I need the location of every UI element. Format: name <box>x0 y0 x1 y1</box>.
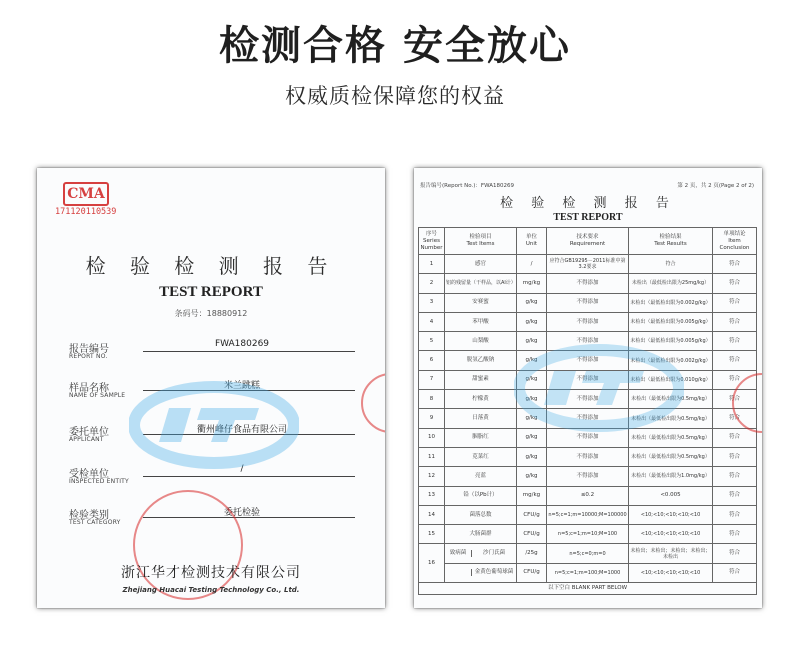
cell-unit: / <box>517 255 547 274</box>
cell-requirement: 应符合GB19295－2011标准中第3.2要求 <box>547 255 629 274</box>
cover-title: 检 验 检 测 报 告 <box>85 254 337 278</box>
cell-unit: mg/kg <box>517 486 547 505</box>
cell-item: 感官 <box>445 255 517 274</box>
cell-number: 11 <box>419 447 445 466</box>
cell-conclusion: 符合 <box>713 544 757 563</box>
cell-requirement: 不得添加 <box>547 370 629 389</box>
cell-conclusion: 符合 <box>713 312 757 331</box>
cell-item: 铝的残留量（干样品，以Al计） <box>445 274 517 293</box>
table-row <box>419 370 757 389</box>
cell-requirement: n=5;c=1;m=100;M=1000 <box>547 563 629 582</box>
cell-result: 未检出（最低检出限为0.5mg/kg） <box>629 390 713 409</box>
cell-item: 胭脂红 <box>445 428 517 447</box>
cma-logo: CMA <box>63 182 109 206</box>
cell-item: 甜蜜素 <box>445 370 517 389</box>
cell-result: 未检出（最低检出限为0.005g/kg） <box>629 332 713 351</box>
cell-result: 符合 <box>629 255 713 274</box>
cell-number: 12 <box>419 467 445 486</box>
cell-unit: /25g <box>517 544 547 563</box>
cell-item <box>445 563 517 582</box>
field-value: / <box>240 464 244 474</box>
cell-requirement: 不得添加 <box>547 293 629 312</box>
field-label-en: NAME OF SAMPLE <box>69 392 126 399</box>
cell-result: 未检出（最低检出限为0.002g/kg） <box>629 293 713 312</box>
cell-number: 1 <box>419 255 445 274</box>
cell-item: 大肠菌群 <box>445 525 517 544</box>
cell-requirement: 不得添加 <box>547 409 629 428</box>
cell-item: 亮蓝 <box>445 467 517 486</box>
company-name: 浙江华才检测技术有限公司 <box>121 565 301 581</box>
cell-conclusion: 符合 <box>713 370 757 389</box>
pathogen-item: 沙门氏菌 <box>471 550 516 557</box>
cell-number: 5 <box>419 332 445 351</box>
table-row <box>419 351 757 370</box>
field-label: 检验类别 <box>69 510 109 521</box>
page-headline: 检测合格 安全放心 <box>219 23 571 69</box>
table-row <box>419 505 757 524</box>
column-header: 检验结果 Test Results <box>629 228 713 255</box>
cell-requirement: 不得添加 <box>547 447 629 466</box>
cell-conclusion: 符合 <box>713 390 757 409</box>
cell-conclusion: 符合 <box>713 351 757 370</box>
cell-unit: g/kg <box>517 332 547 351</box>
field-value: FWA180269 <box>214 339 270 349</box>
pathogen-item: 金黄色葡萄球菌 <box>471 569 516 576</box>
cell-item: 安赛蜜 <box>445 293 517 312</box>
cell-item: 苯甲酸 <box>445 312 517 331</box>
cell-number: 3 <box>419 293 445 312</box>
cell-requirement: n=5;c=0;m=0 <box>547 544 629 563</box>
table-row <box>419 390 757 409</box>
cell-unit: g/kg <box>517 370 547 389</box>
field-inspected-entity <box>69 465 359 491</box>
cma-number: 171120110539 <box>55 207 117 217</box>
field-label-en: APPLICANT <box>69 436 104 443</box>
field-label: 样品名称 <box>69 383 109 394</box>
table-row <box>419 428 757 447</box>
cell-conclusion: 符合 <box>713 447 757 466</box>
table-row <box>419 486 757 505</box>
cell-requirement: 不得添加 <box>547 467 629 486</box>
results-table <box>418 227 757 595</box>
field-label-en: REPORT NO. <box>69 353 108 360</box>
cell-result: 未检出（最低检出限为0.002g/kg） <box>629 351 713 370</box>
cell-result: 未检出（最低检出限为0.005g/kg） <box>629 312 713 331</box>
field-underline <box>143 476 355 477</box>
table-row <box>419 525 757 544</box>
field-label-en: INSPECTED ENTITY <box>69 478 129 485</box>
table-row <box>419 293 757 312</box>
field-label: 报告编号 <box>69 344 109 355</box>
company-name-en: Zhejiang Huacai Testing Technology Co., Ltd. <box>122 586 300 594</box>
field-report-no <box>69 340 359 366</box>
cell-item: 山梨酸 <box>445 332 517 351</box>
cell-number: 9 <box>419 409 445 428</box>
field-label-en: TEST CATEGORY <box>69 519 121 526</box>
results-title-en: TEST REPORT <box>553 212 623 223</box>
cell-result: <10;<10;<10;<10;<10 <box>629 505 713 524</box>
cell-unit: CFU/g <box>517 563 547 582</box>
field-value: 委托检验 <box>223 508 260 518</box>
cell-item: 铅（以Pb计） <box>445 486 517 505</box>
results-title: 检 验 检 测 报 告 <box>500 196 676 211</box>
cell-number: 14 <box>419 505 445 524</box>
table-row <box>419 467 757 486</box>
cell-result: <0.005 <box>629 486 713 505</box>
cell-item: 柠檬黄 <box>445 390 517 409</box>
table-row <box>419 274 757 293</box>
table-footer-row <box>419 583 757 595</box>
report-cover-page <box>37 168 385 608</box>
table-row-pathogen <box>419 544 757 563</box>
results-table-header <box>419 228 757 255</box>
table-row <box>419 409 757 428</box>
table-row <box>419 332 757 351</box>
field-applicant <box>69 423 359 449</box>
field-label: 受检单位 <box>69 469 109 480</box>
column-header: 单项结论 Item Conclusion <box>713 228 757 255</box>
cell-conclusion: 符合 <box>713 409 757 428</box>
field-label: 委托单位 <box>69 427 109 438</box>
blank-part-below: 以下空白 BLANK PART BELOW <box>419 583 757 595</box>
cell-number: 16 <box>419 544 445 583</box>
cell-conclusion: 符合 <box>713 332 757 351</box>
field-underline <box>143 390 355 391</box>
cell-item: 日落黄 <box>445 409 517 428</box>
cell-result: 未检出（最低检出限为0.010g/kg） <box>629 370 713 389</box>
field-underline <box>143 434 355 435</box>
cell-requirement: 不得添加 <box>547 351 629 370</box>
cell-number: 2 <box>419 274 445 293</box>
cell-number: 13 <box>419 486 445 505</box>
cell-result: 未检出（最低检出限为0.5mg/kg） <box>629 409 713 428</box>
barcode-number: 条码号：18880912 <box>174 309 248 318</box>
cell-unit: mg/kg <box>517 274 547 293</box>
cell-requirement: 不得添加 <box>547 390 629 409</box>
cover-title-en: TEST REPORT <box>159 284 263 300</box>
page-subheadline: 权威质检保障您的权益 <box>285 84 505 108</box>
cell-unit: g/kg <box>517 312 547 331</box>
cell-conclusion: 符合 <box>713 505 757 524</box>
table-row-pathogen <box>419 563 757 582</box>
table-row <box>419 255 757 274</box>
cell-unit: g/kg <box>517 409 547 428</box>
report-results-page <box>414 168 762 608</box>
cell-unit: g/kg <box>517 467 547 486</box>
column-header: 序号 Series Number <box>419 228 445 255</box>
table-row <box>419 447 757 466</box>
cell-conclusion: 符合 <box>713 486 757 505</box>
cell-item: 脱氢乙酸钠 <box>445 351 517 370</box>
cell-number: 7 <box>419 370 445 389</box>
column-header: 技术要求 Requirement <box>547 228 629 255</box>
cell-requirement: 不得添加 <box>547 428 629 447</box>
cell-result: 未检出（最低检出限为1.0mg/kg） <box>629 467 713 486</box>
cell-conclusion: 符合 <box>713 428 757 447</box>
cell-result: 未检出（最低检出限为25mg/kg） <box>629 274 713 293</box>
cell-number: 8 <box>419 390 445 409</box>
cell-requirement: n=5;c=1;m=10;M=100 <box>547 525 629 544</box>
page-number-header: 第 2 页，共 2 页(Page 2 of 2) <box>677 183 754 189</box>
pathogen-group-label: 致病菌 <box>449 550 467 557</box>
cell-conclusion: 符合 <box>713 525 757 544</box>
field-underline <box>143 517 355 518</box>
field-test-category <box>69 506 359 532</box>
cell-requirement: ≤0.2 <box>547 486 629 505</box>
cell-unit: g/kg <box>517 390 547 409</box>
cell-conclusion: 符合 <box>713 563 757 582</box>
cell-requirement: 不得添加 <box>547 332 629 351</box>
cell-unit: CFU/g <box>517 505 547 524</box>
table-row <box>419 312 757 331</box>
cell-requirement: n=5;c=1;m=10000;M=100000 <box>547 505 629 524</box>
cell-conclusion: 符合 <box>713 293 757 312</box>
cell-unit: CFU/g <box>517 525 547 544</box>
cell-result: <10;<10;<10;<10;<10 <box>629 563 713 582</box>
seam-stamp <box>361 373 385 433</box>
cell-result: <10;<10;<10;<10;<10 <box>629 525 713 544</box>
cell-item: 苋菜红 <box>445 447 517 466</box>
field-value: 米兰跳糕 <box>223 381 260 391</box>
cell-requirement: 不得添加 <box>547 274 629 293</box>
cell-item <box>445 544 517 563</box>
cell-unit: g/kg <box>517 428 547 447</box>
cell-number: 10 <box>419 428 445 447</box>
field-underline <box>143 351 355 352</box>
field-sample-name <box>69 379 359 405</box>
cell-result: 未检出（最低检出限为0.5mg/kg） <box>629 447 713 466</box>
cell-number: 15 <box>419 525 445 544</box>
cell-conclusion: 符合 <box>713 255 757 274</box>
cell-number: 4 <box>419 312 445 331</box>
cell-result: 未检出（最低检出限为0.5mg/kg） <box>629 428 713 447</box>
cell-item: 菌落总数 <box>445 505 517 524</box>
cell-unit: g/kg <box>517 351 547 370</box>
cell-result: 未检出；未检出；未检出；未检出；未检出 <box>629 544 713 563</box>
field-value: 衢州峰仔食品有限公司 <box>196 425 287 435</box>
cell-number: 6 <box>419 351 445 370</box>
column-header: 检验项目 Test Items <box>445 228 517 255</box>
column-header: 单位 Unit <box>517 228 547 255</box>
cell-requirement: 不得添加 <box>547 312 629 331</box>
cell-unit: g/kg <box>517 293 547 312</box>
cell-conclusion: 符合 <box>713 467 757 486</box>
cell-conclusion: 符合 <box>713 274 757 293</box>
report-number-header: 报告编号(Report No.)：FWA180269 <box>420 183 514 189</box>
cell-unit: g/kg <box>517 447 547 466</box>
